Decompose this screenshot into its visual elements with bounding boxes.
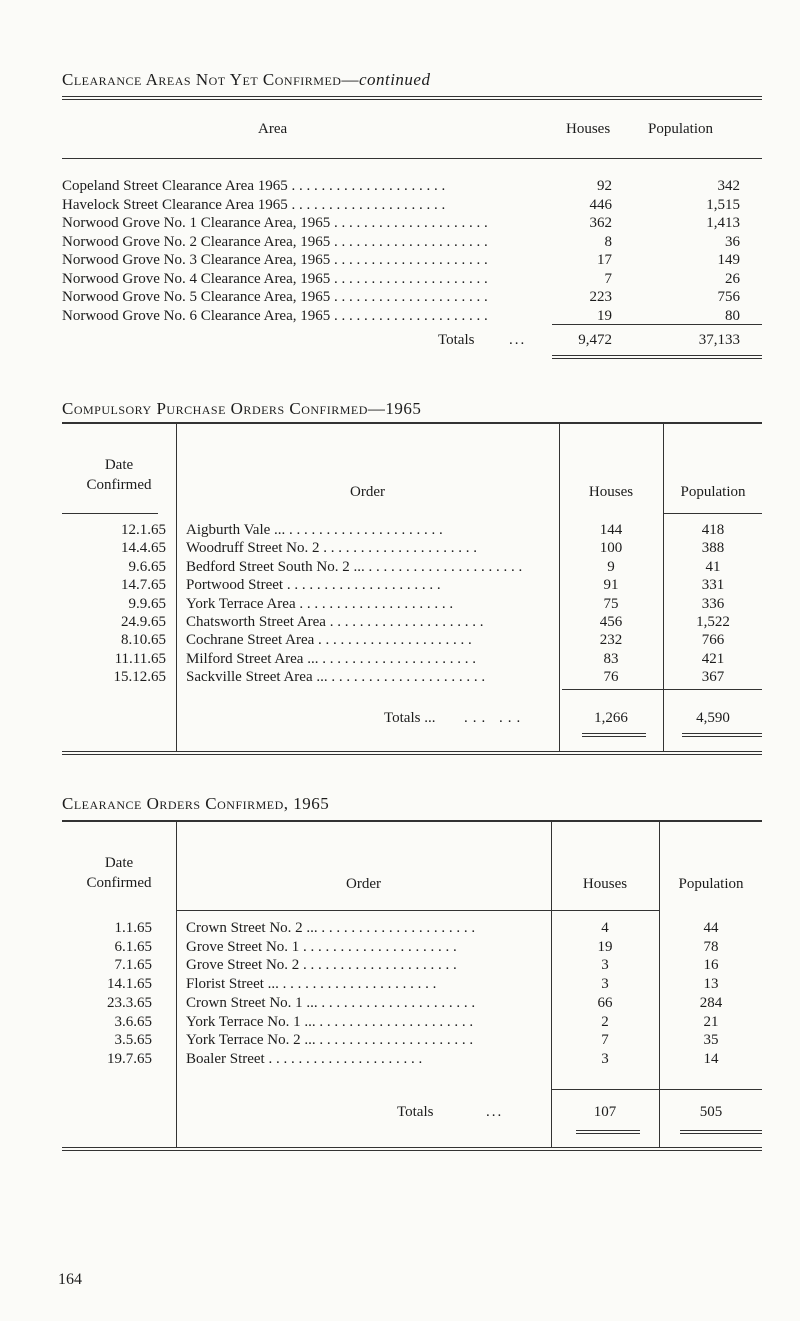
order-cell: Crown Street No. 2 ... . . . . . . . . . . . . . . . . . . . . . xyxy=(186,920,476,936)
population-cell: 284 xyxy=(699,994,723,1011)
population-cell: 388 xyxy=(701,540,725,557)
population-cell: 367 xyxy=(701,669,725,686)
section3-totals-rule xyxy=(551,1089,762,1090)
section1-heading-text: Clearance Areas Not Yet Confirmed— xyxy=(62,70,359,89)
table-row xyxy=(0,1014,800,1031)
section2-top-rule xyxy=(62,422,762,424)
section2-header-houses: Houses xyxy=(588,484,634,500)
table-row xyxy=(0,559,800,576)
table-row xyxy=(0,976,800,993)
area-name-cell: Norwood Grove No. 3 Clearance Area, 1965 . . . . . . . . . . . . . . . . . . . . . xyxy=(62,252,488,268)
order-cell: Woodruff Street No. 2 . . . . . . . . . . . . . . . . . . . . . xyxy=(186,540,477,557)
population-cell: 1,515 xyxy=(706,196,740,213)
table-row xyxy=(0,1051,800,1068)
section3-totals-houses: 107 xyxy=(593,1104,617,1120)
section3-header-date-line2: Confirmed xyxy=(86,875,152,891)
houses-cell: 223 xyxy=(589,289,612,305)
section3-header-houses: Houses xyxy=(582,876,628,892)
section2-heading: Compulsory Purchase Orders Confirmed—1965 xyxy=(62,399,422,418)
houses-cell: 92 xyxy=(597,178,612,194)
table-row xyxy=(0,540,800,557)
section2-header-date-line1: Date xyxy=(104,457,134,473)
population-cell: 14 xyxy=(703,1050,719,1067)
section1-heading-italic: continued xyxy=(358,70,431,89)
section3-heading: Clearance Orders Confirmed, 1965 xyxy=(62,794,330,813)
section1-header-rule xyxy=(62,158,762,159)
population-cell: 44 xyxy=(703,920,719,936)
population-cell: 26 xyxy=(725,270,740,287)
table-row xyxy=(0,614,800,631)
section1-totals-label: Totals xyxy=(438,332,475,348)
table-row xyxy=(0,289,800,306)
order-cell: York Terrace No. 1 ... . . . . . . . . . . . . . . . . . . . . . xyxy=(186,1013,474,1030)
date-cell: 23.3.65 xyxy=(107,994,152,1011)
section1-totals-double-rule xyxy=(552,355,762,359)
houses-cell: 232 xyxy=(599,632,623,649)
houses-cell: 3 xyxy=(601,1050,609,1067)
table-row xyxy=(0,920,800,937)
table-row xyxy=(0,957,800,974)
houses-cell: 446 xyxy=(589,196,612,213)
houses-cell: 144 xyxy=(599,522,623,538)
houses-cell: 19 xyxy=(597,307,612,324)
section1-totals-row xyxy=(0,332,800,349)
section3-header-order: Order xyxy=(346,876,381,892)
population-cell: 331 xyxy=(701,577,725,594)
order-cell: York Terrace Area . . . . . . . . . . . . . . . . . . . . . xyxy=(186,595,454,612)
table-row xyxy=(0,522,800,539)
houses-cell: 8 xyxy=(604,233,612,250)
column-header-houses: Houses xyxy=(566,121,611,137)
table-row xyxy=(0,995,800,1012)
date-cell: 9.6.65 xyxy=(128,558,166,575)
order-cell: Boaler Street . . . . . . . . . . . . . . . . . . . . . xyxy=(186,1050,423,1067)
area-name-cell: Norwood Grove No. 1 Clearance Area, 1965 . . . . . . . . . . . . . . . . . . . . . xyxy=(62,215,488,231)
section1-top-rule xyxy=(62,96,762,100)
section2-totals-population: 4,590 xyxy=(696,710,730,726)
section2-totals-row xyxy=(0,710,800,727)
column-header-area: Area xyxy=(258,121,288,137)
order-cell: York Terrace No. 2 ... . . . . . . . . . . . . . . . . . . . . . xyxy=(186,1032,474,1049)
table-row xyxy=(0,596,800,613)
section3-totals-leader: ... xyxy=(486,1104,504,1120)
section2-totals-double-rule-houses xyxy=(582,733,646,737)
page-number: 164 xyxy=(58,1271,82,1288)
date-cell: 3.6.65 xyxy=(114,1013,152,1030)
date-cell: 6.1.65 xyxy=(114,938,152,955)
section3-header-date-line1: Date xyxy=(104,855,134,871)
section3-header-rule-order xyxy=(176,910,551,911)
area-name-cell: Norwood Grove No. 6 Clearance Area, 1965 . . . . . . . . . . . . . . . . . . . . . xyxy=(62,307,488,324)
houses-cell: 100 xyxy=(599,540,623,557)
date-cell: 19.7.65 xyxy=(107,1050,152,1067)
date-cell: 14.4.65 xyxy=(121,540,166,557)
section3-top-rule xyxy=(62,820,762,822)
population-cell: 756 xyxy=(717,289,740,305)
population-cell: 21 xyxy=(703,1013,719,1030)
section2-totals-double-rule-population xyxy=(682,733,762,737)
houses-cell: 7 xyxy=(601,1032,609,1049)
section2-header-date-line2: Confirmed xyxy=(86,477,152,493)
area-name-cell: Copeland Street Clearance Area 1965 . . . . . . . . . . . . . . . . . . . . . xyxy=(62,178,446,194)
section1-heading xyxy=(62,70,430,90)
population-cell: 149 xyxy=(717,252,740,268)
houses-cell: 83 xyxy=(603,650,619,667)
date-cell: 8.10.65 xyxy=(121,632,166,649)
section3-totals-row xyxy=(0,1104,800,1121)
area-name-cell: Norwood Grove No. 2 Clearance Area, 1965 . . . . . . . . . . . . . . . . . . . . . xyxy=(62,233,488,250)
section1-totals-leader: ... xyxy=(509,332,527,348)
section2-header-order: Order xyxy=(350,484,385,500)
area-name-cell: Norwood Grove No. 4 Clearance Area, 1965 . . . . . . . . . . . . . . . . . . . . . xyxy=(62,270,488,287)
table-row xyxy=(0,178,800,195)
table-row xyxy=(0,651,800,668)
section2-totals-label: Totals ... xyxy=(384,710,436,726)
section2-totals-rule xyxy=(562,689,762,690)
houses-cell: 4 xyxy=(601,920,609,936)
order-cell: Aigburth Vale ... . . . . . . . . . . . . . . . . . . . . . xyxy=(186,522,443,538)
order-cell: Chatsworth Street Area . . . . . . . . . . . . . . . . . . . . . xyxy=(186,614,484,630)
table-row xyxy=(0,234,800,251)
date-cell: 3.5.65 xyxy=(114,1032,152,1049)
date-cell: 1.1.65 xyxy=(114,920,152,936)
houses-cell: 2 xyxy=(601,1013,609,1030)
area-name-cell: Norwood Grove No. 5 Clearance Area, 1965 . . . . . . . . . . . . . . . . . . . . . xyxy=(62,289,488,305)
population-cell: 36 xyxy=(725,233,740,250)
date-cell: 12.1.65 xyxy=(121,522,166,538)
houses-cell: 3 xyxy=(601,957,609,974)
population-cell: 80 xyxy=(725,307,740,324)
column-header-population: Population xyxy=(648,121,714,137)
section3-totals-double-rule-population xyxy=(680,1130,762,1134)
table-row xyxy=(0,271,800,288)
section2-header-population: Population xyxy=(680,484,746,500)
table-row xyxy=(0,632,800,649)
population-cell: 766 xyxy=(701,632,725,649)
population-cell: 418 xyxy=(701,522,725,538)
section2-header-rule-population xyxy=(663,513,762,514)
section2-totals-houses: 1,266 xyxy=(594,710,628,726)
date-cell: 11.11.65 xyxy=(114,650,166,667)
population-cell: 1,522 xyxy=(696,614,730,630)
section1-totals-rule xyxy=(552,324,762,325)
houses-cell: 9 xyxy=(607,558,615,575)
order-cell: Milford Street Area ... . . . . . . . . . . . . . . . . . . . . . xyxy=(186,650,476,667)
population-cell: 1,413 xyxy=(706,215,740,231)
area-name-cell: Havelock Street Clearance Area 1965 . . . . . . . . . . . . . . . . . . . . . xyxy=(62,196,446,213)
section3-totals-label: Totals xyxy=(397,1104,434,1120)
population-cell: 35 xyxy=(703,1032,719,1049)
section2-totals-leader: ... ... xyxy=(464,710,526,726)
population-cell: 41 xyxy=(705,558,721,575)
houses-cell: 91 xyxy=(603,577,619,594)
date-cell: 7.1.65 xyxy=(114,957,152,974)
section1-totals-population: 37,133 xyxy=(698,332,740,348)
section3-totals-double-rule-houses xyxy=(576,1130,640,1134)
table-row xyxy=(0,252,800,269)
population-cell: 342 xyxy=(717,178,740,194)
section3-bottom-rule xyxy=(62,1147,762,1151)
date-cell: 14.7.65 xyxy=(121,577,166,594)
population-cell: 336 xyxy=(701,595,725,612)
order-cell: Crown Street No. 1 ... . . . . . . . . . . . . . . . . . . . . . xyxy=(186,994,476,1011)
date-cell: 9.9.65 xyxy=(128,595,166,612)
order-cell: Grove Street No. 1 . . . . . . . . . . . . . . . . . . . . . xyxy=(186,938,457,955)
population-cell: 16 xyxy=(703,957,719,974)
houses-cell: 76 xyxy=(603,669,619,686)
section1-totals-houses: 9,472 xyxy=(578,332,612,348)
houses-cell: 19 xyxy=(597,938,613,955)
houses-cell: 3 xyxy=(601,976,609,993)
section3-header-population: Population xyxy=(678,876,744,892)
houses-cell: 75 xyxy=(603,595,619,612)
section2-header-rule-date xyxy=(62,513,158,514)
order-cell: Florist Street ... . . . . . . . . . . . . . . . . . . . . . xyxy=(186,976,437,993)
houses-cell: 362 xyxy=(589,215,612,231)
order-cell: Cochrane Street Area . . . . . . . . . . . . . . . . . . . . . xyxy=(186,632,472,649)
table-row xyxy=(0,669,800,686)
population-cell: 78 xyxy=(703,938,719,955)
table-row xyxy=(0,215,800,232)
population-cell: 13 xyxy=(703,976,719,993)
table-row xyxy=(0,197,800,214)
houses-cell: 66 xyxy=(597,994,613,1011)
date-cell: 24.9.65 xyxy=(121,614,166,630)
houses-cell: 456 xyxy=(599,614,623,630)
section3-header-rule-houses xyxy=(551,910,659,911)
table-row xyxy=(0,577,800,594)
houses-cell: 17 xyxy=(597,252,612,268)
order-cell: Grove Street No. 2 . . . . . . . . . . . . . . . . . . . . . xyxy=(186,957,457,974)
order-cell: Bedford Street South No. 2 ... . . . . . . . . . . . . . . . . . . . . . xyxy=(186,558,523,575)
order-cell: Portwood Street . . . . . . . . . . . . . . . . . . . . . xyxy=(186,577,441,594)
table-row xyxy=(0,1032,800,1049)
date-cell: 15.12.65 xyxy=(113,669,166,686)
houses-cell: 7 xyxy=(604,270,612,287)
population-cell: 421 xyxy=(701,650,725,667)
table-row xyxy=(0,939,800,956)
section2-bottom-rule xyxy=(62,751,762,755)
section3-totals-population: 505 xyxy=(699,1104,723,1120)
order-cell: Sackville Street Area ... . . . . . . . . . . . . . . . . . . . . . xyxy=(186,669,486,686)
date-cell: 14.1.65 xyxy=(107,976,152,993)
table-row xyxy=(0,308,800,325)
